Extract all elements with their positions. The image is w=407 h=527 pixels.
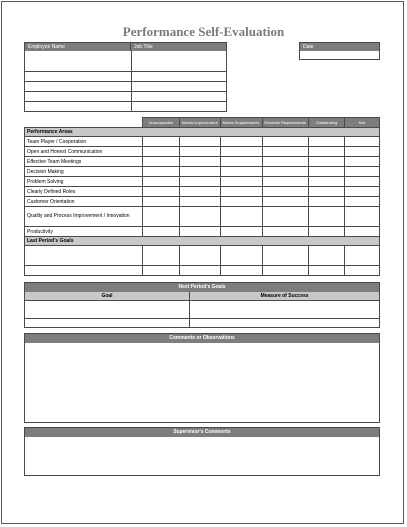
employee-name-field[interactable] xyxy=(25,51,132,72)
table-row: Productivity xyxy=(25,227,380,237)
table-row: Effective Team Meetings xyxy=(25,157,380,167)
measure-label: Measure of Success xyxy=(260,293,309,299)
comments-box xyxy=(24,333,380,423)
table-row: Decision Making xyxy=(25,167,380,177)
last-period-goals-heading: Last Period's Goals xyxy=(25,237,380,246)
form-title: Performance Self-Evaluation xyxy=(122,24,285,39)
performance-areas-heading: Performance Areas xyxy=(25,128,380,137)
next-period-goals-heading: Next Period's Goals xyxy=(25,283,379,292)
col-na: N/A xyxy=(344,118,379,128)
table-row: Open and Honest Communication xyxy=(25,147,380,157)
date-field[interactable] xyxy=(300,51,379,60)
col-needs-improvement: Needs Improvement xyxy=(179,118,220,128)
date-box xyxy=(299,42,380,60)
supervisor-box xyxy=(24,427,380,476)
table-row: Quality and Process Improvement / Innovation xyxy=(25,207,380,227)
measure-field[interactable] xyxy=(189,300,379,327)
table-row: Team Player / Cooperation xyxy=(25,137,380,147)
employee-name-label: Employee Name xyxy=(25,43,131,51)
job-title-label: Job Title xyxy=(131,43,226,51)
date-label: Date xyxy=(300,43,379,51)
next-period-goals-box xyxy=(24,282,380,328)
table-row: Clearly Defined Roles xyxy=(25,187,380,197)
goal-label: Goal xyxy=(25,292,190,300)
comments-field[interactable] xyxy=(25,343,379,422)
job-title-field[interactable] xyxy=(131,51,226,72)
col-exceeds: Exceeds Requirements xyxy=(262,118,308,128)
col-meets: Meets Requirements xyxy=(220,118,262,128)
col-unacceptable: Unacceptable xyxy=(143,118,180,128)
supervisor-heading: Supervisor's Comments xyxy=(25,428,379,437)
supervisor-field[interactable] xyxy=(25,437,379,475)
comments-heading: Comments or Observations xyxy=(25,334,379,343)
col-outstanding: Outstanding xyxy=(308,118,344,128)
performance-table xyxy=(24,117,380,276)
employee-info-box xyxy=(24,42,227,112)
table-row: Problem Solving xyxy=(25,177,380,187)
goal-field[interactable] xyxy=(25,300,190,327)
table-row xyxy=(25,246,380,266)
table-row xyxy=(25,266,380,276)
table-row: Customer Orientation xyxy=(25,197,380,207)
